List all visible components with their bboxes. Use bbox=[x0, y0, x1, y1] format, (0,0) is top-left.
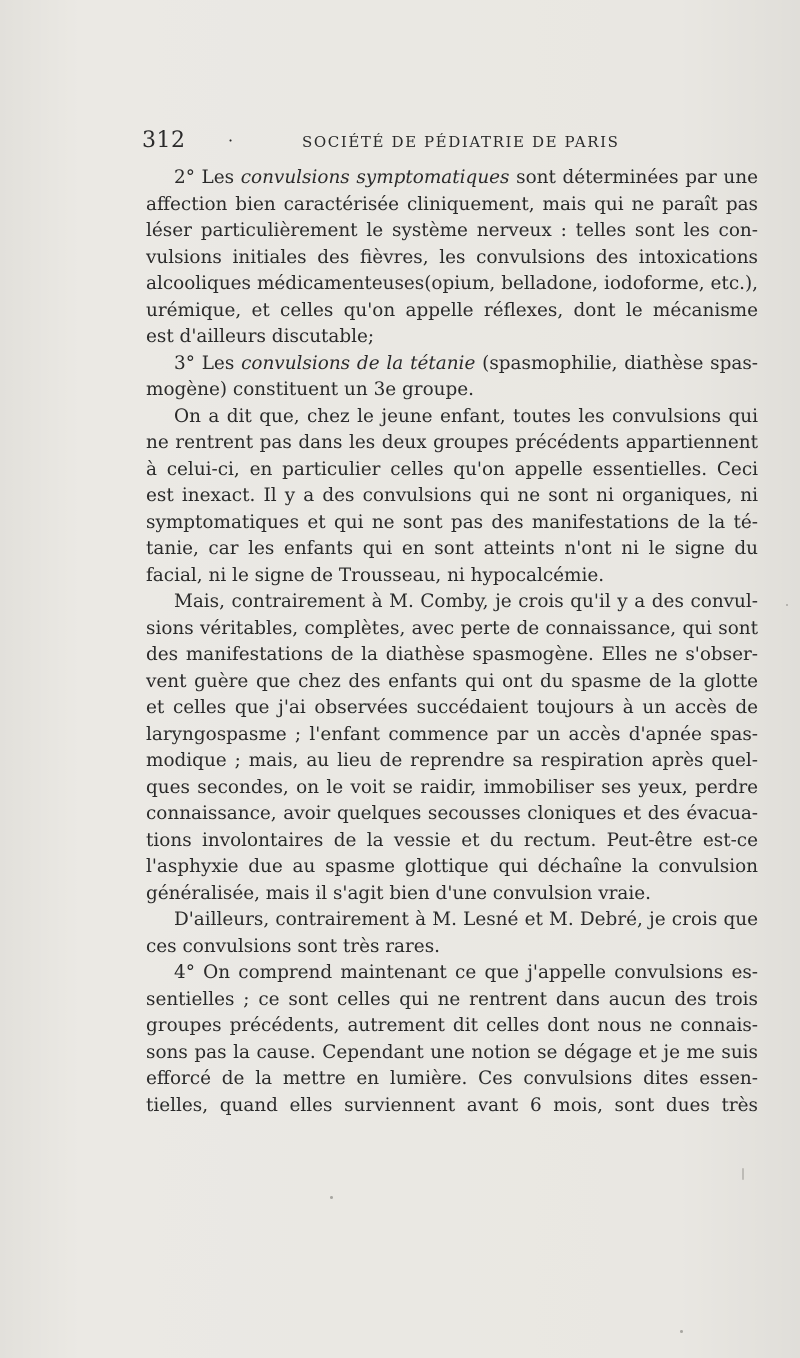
paragraph-4-line-12: généralisée, mais il s'agit bien d'une convulsion vraie. bbox=[146, 882, 651, 904]
paragraph-4-line-11: l'asphyxie due au spasme glottique qui déchaîne la convulsion bbox=[146, 856, 758, 877]
paragraph-1-line-6: urémique, et celles qu'on appelle réflexes, dont le mécanisme bbox=[146, 299, 758, 321]
paragraph-1-line-5: alcooliques médicamenteuses(opium, belladone, iodoforme, etc.), bbox=[146, 273, 758, 294]
paragraph-4-line-5: et celles que j'ai observées succédaient toujours à un accès de bbox=[146, 697, 758, 718]
paragraph-3-line-3: à celui-ci, en particulier celles qu'on appelle essentielles. Ceci bbox=[146, 458, 758, 480]
paragraph-5-line-1: D'ailleurs, contrairement à M. Lesné et M. Debré, je crois que bbox=[174, 909, 758, 930]
page-number: 312 bbox=[142, 128, 186, 153]
paragraph-1-line-4: vulsions initiales des fièvres, les convulsions des intoxications bbox=[146, 246, 758, 268]
italic-term: convulsions de la tétanie bbox=[241, 352, 476, 374]
paragraph-1-line-2: affection bien caractérisée cliniquement, mais qui ne paraît pas bbox=[146, 193, 758, 215]
paragraph-1-line-7: est d'ailleurs discutable; bbox=[146, 326, 375, 347]
paragraph-6-line-5: efforcé de la mettre en lumière. Ces convulsions dites essen- bbox=[146, 1068, 758, 1089]
paragraph-6-line-2: sentielles ; ce sont celles qui ne rentrent dans aucun des trois bbox=[146, 988, 758, 1010]
paragraph-4-line-8: ques secondes, on le voit se raidir, immobiliser ses yeux, perdre bbox=[146, 776, 758, 798]
paragraph-4-line-3: des manifestations de la diathèse spasmogène. Elles ne s'obser- bbox=[146, 644, 758, 665]
paragraph-6-line-3: groupes précédents, autrement dit celles dont nous ne connais- bbox=[146, 1015, 758, 1036]
paragraph-5-line-2: ces convulsions sont très rares. bbox=[146, 935, 440, 957]
paragraph-3-line-7: facial, ni le signe de Trousseau, ni hypocalcémie. bbox=[146, 564, 605, 586]
paragraph-3-line-2: ne rentrent pas dans les deux groupes précédents appartiennent bbox=[146, 432, 758, 453]
paragraph-4-line-1: Mais, contrairement à M. Comby, je crois qu'il y a des convul- bbox=[174, 591, 758, 612]
paragraph-1-line-1: 2° Les convulsions symptomatiques sont déterminées par une bbox=[174, 167, 758, 188]
paragraph-6-line-4: sons pas la cause. Cependant une notion se dégage et je me suis bbox=[146, 1041, 758, 1063]
paragraph-4-line-7: modique ; mais, au lieu de reprendre sa respiration après quel- bbox=[146, 750, 758, 771]
scan-speck bbox=[786, 604, 788, 606]
scan-speck bbox=[680, 1330, 683, 1333]
running-title: SOCIÉTÉ DE PÉDIATRIE DE PARIS bbox=[302, 133, 620, 151]
header-dot: · bbox=[228, 131, 234, 150]
italic-term: convulsions symptomatiques bbox=[240, 167, 510, 188]
page-header bbox=[142, 128, 762, 158]
paragraph-1-line-3: léser particulièrement le système nerveux : telles sont les con- bbox=[146, 220, 758, 241]
paragraph-2-line-2: mogène) constituent un 3e groupe. bbox=[146, 379, 474, 400]
paragraph-3-line-6: tanie, car les enfants qui en sont atteints n'ont ni le signe du bbox=[146, 538, 758, 559]
paragraph-3-line-1: On a dit que, chez le jeune enfant, toutes les convulsions qui bbox=[174, 405, 758, 427]
paragraph-6-line-6: tielles, quand elles surviennent avant 6 mois, sont dues très bbox=[146, 1094, 758, 1116]
paragraph-6-line-1: 4° On comprend maintenant ce que j'appelle convulsions es- bbox=[174, 962, 758, 983]
paragraph-4-line-4: vent guère que chez des enfants qui ont du spasme de la glotte bbox=[146, 670, 758, 692]
body-text bbox=[146, 165, 758, 1119]
paragraph-4-line-2: sions véritables, complètes, avec perte de connaissance, qui sont bbox=[146, 617, 758, 639]
scan-speck bbox=[330, 1196, 333, 1199]
paragraph-2-line-1: 3° Les convulsions de la tétanie (spasmophilie, diathèse spas- bbox=[174, 352, 758, 374]
paragraph-4-line-10: tions involontaires de la vessie et du rectum. Peut-être est-ce bbox=[146, 829, 758, 851]
paragraph-3-line-5: symptomatiques et qui ne sont pas des manifestations de la té- bbox=[146, 511, 758, 533]
paragraph-4-line-6: laryngospasme ; l'enfant commence par un accès d'apnée spas- bbox=[146, 723, 758, 745]
paragraph-3-line-4: est inexact. Il y a des convulsions qui ne sont ni organiques, ni bbox=[146, 485, 758, 506]
scan-speck bbox=[742, 1168, 744, 1180]
paragraph-4-line-9: connaissance, avoir quelques secousses cloniques et des évacua- bbox=[146, 803, 758, 824]
